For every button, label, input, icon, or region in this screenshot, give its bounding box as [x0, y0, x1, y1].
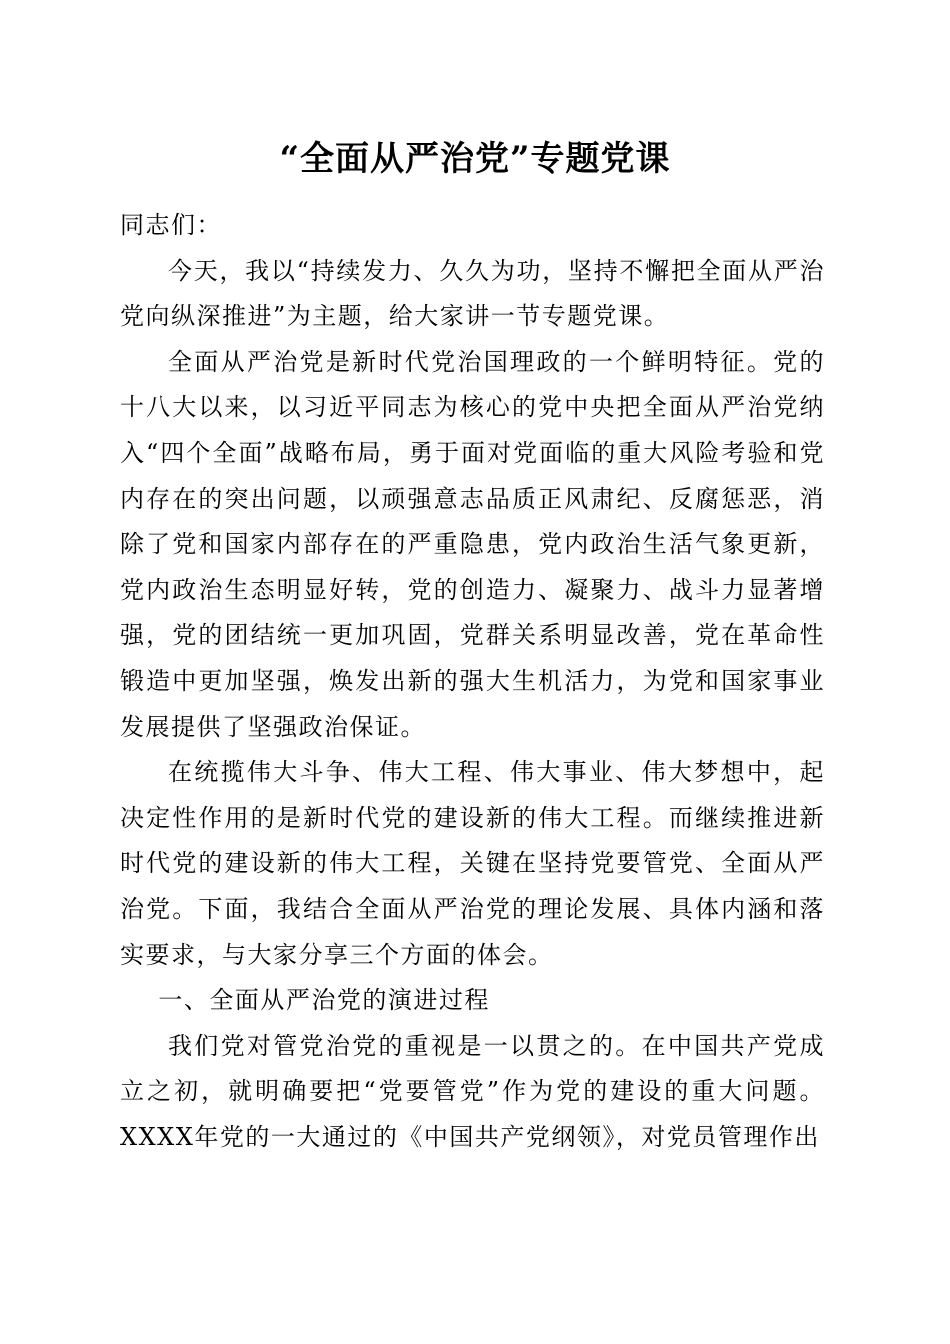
paragraph-section-one: 我们党对管党治党的重视是一以贯之的。在中国共产党成立之初，就明确要把“党要管党”作为党的建设的重大问题。XXXX年党的一大通过的《中国共产党纲领》，对党员管理作出 — [120, 1031, 825, 1151]
paragraph-intro: 今天，我以“持续发力、久久为功，坚持不懈把全面从严治党向纵深推进”为主题，给大家讲一节专题党课。 — [120, 256, 825, 331]
paragraph-overview: 全面从严治党是新时代党治国理政的一个鲜明特征。党的十八大以来，以习近平同志为核心的党中央把全面从严治党纳入“四个全面”战略布局，勇于面对党面临的重大风险考验和党内存在的突出问题，以顽强意志品质正风肃纪、反腐惩恶，消除了党和国家内部存在的严重隐患，党内政治生活气象更新，党内政治生态明显好转，党的创造力、凝聚力、战斗力显著增强，党的团结统一更加巩固，党群关系明显改善，党在革命性锻造中更加坚强，焕发出新的强大生机活力，为党和国家事业发展提供了坚强政治保证。 — [120, 347, 825, 741]
document-title: “全面从严治党”专题党课 — [279, 139, 671, 179]
section-heading: 一、全面从严治党的演进过程 — [158, 986, 490, 1015]
document-body — [120, 203, 825, 1160]
salutation: 同志们： — [120, 211, 222, 239]
paragraph-context: 在统揽伟大斗争、伟大工程、伟大事业、伟大梦想中，起决定性作用的是新时代党的建设新的伟大工程。而继续推进新时代党的建设新的伟大工程，关键在坚持党要管党、全面从严治党。下面，我结合全面从严治党的理论发展、具体内涵和落实要求，与大家分享三个方面的体会。 — [120, 758, 825, 969]
